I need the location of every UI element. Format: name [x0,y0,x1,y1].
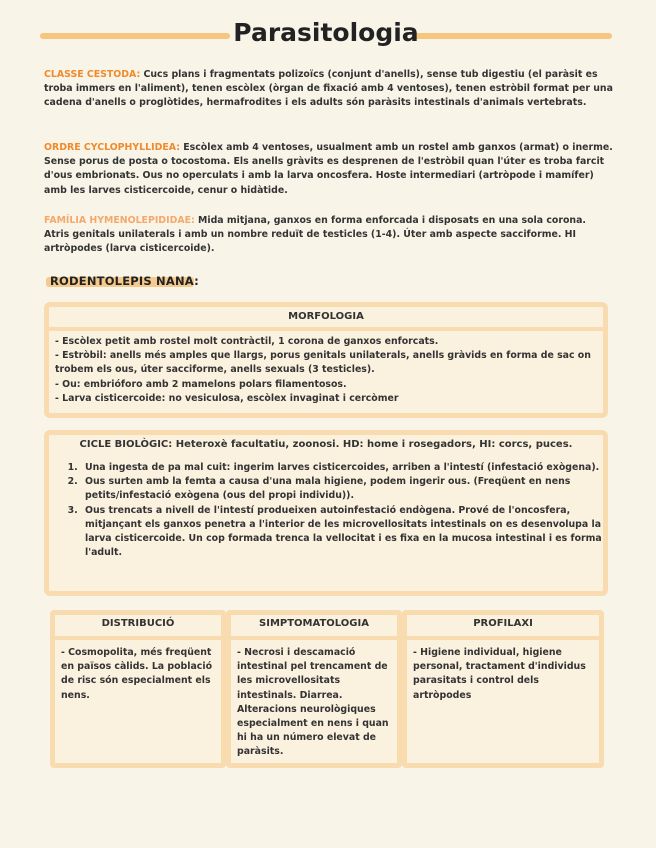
morfologia-item: - Escòlex petit amb rostel molt contràctil, 1 corona de ganxos enforcats. [55,336,439,347]
page-title: Parasitologia [233,18,419,47]
morfologia-box [44,302,608,418]
simptomatologia-text: - Necrosi i descamació intestinal pel trencament de les microvellositats intestinals. Diarrea. Alteracions neurològiques especialment en nens i quan hi ha un número elevat de paràsits. [237,647,389,758]
text-ordre: Escòlex amb 4 ventoses, usualment amb un rostel amb ganxos (armat) o inerme. Sense porus de posta o tocostoma. Els anells gràvits es desprenen de l'estròbil quan l'úter es troba farcit d'ous embrionats. Ous no operculats i amb la larva oncosfera. Hoste intermediari (artròpode i mamífer) amb les larves cisticercoide, cenur o hidàtide. [44,142,613,196]
profilaxi-text: - Higiene individual, higiene personal, tractament d'individus parasitats i control dels artròpodes [413,647,586,701]
species-heading [44,272,205,296]
morfologia-list [49,331,603,406]
cicle-item: 1. Una ingesta de pa mal cuit: ingerim larves cisticercoides, arriben a l'intestí (infestació exògena). [81,461,603,475]
species-heading-text: RODENTOLEPIS NANA: [50,274,199,288]
simptomatologia-title: SIMPTOMATOLOGIA [231,615,397,640]
title-row [40,18,612,54]
simptomatologia-box [226,610,402,768]
profilaxi-box [402,610,604,768]
cicle-list [49,461,603,560]
cicle-title: CICLE BIOLÒGIC: Heteroxè facultatiu, zoonosi. HD: home i rosegadors, HI: corcs, puces. [79,439,573,450]
label-familia: FAMÍLIA HYMENOLEPIDIDAE: [44,215,195,226]
distribucio-box [50,610,226,768]
distribucio-text: - Cosmopolita, més freqüent en països càlids. La població de risc són especialment els nens. [61,647,213,701]
morfologia-item: - Estròbil: anells més amples que llargs, porus genitals unilaterals, anells gràvids en forma de sac on trobem els ous, úter sacciforme, anells sexuals (3 testicles). [55,350,591,376]
profilaxi-title: PROFILAXI [407,615,599,640]
paragraph-familia [44,214,614,257]
cicle-item: 2. Ous surten amb la femta a causa d'una mala higiene, podem ingerir ous. (Freqüent en nens petits/infestació exògena (ous del propi individu)). [81,475,603,503]
paragraph-classe [44,68,614,111]
cicle-item: 3. Ous trencats a nivell de l'intestí produeixen autoinfestació endògena. Prové de l'oncosfera, mitjançant els ganxos penetra a l'interior de les microvellositats intestinals on es desenvolupa la larva cisticercoide. Un cop formada trenca la vellocitat i es fixa en la mucosa intestinal i es forma l'adult. [81,504,603,561]
distribucio-title: DISTRIBUCIÓ [55,615,221,640]
label-ordre: ORDRE CYCLOPHYLLIDEA: [44,142,180,153]
morfologia-title: MORFOLOGIA [49,307,603,331]
paragraph-ordre [44,141,614,198]
text-familia: Mida mitjana, ganxos en forma enforcada i disposats en una sola corona. Atris genitals unilaterals i amb un nombre reduït de testicles (1-4). Úter amb aspecte sacciforme. HI artròpodes (larva cisticercoide). [44,215,586,255]
morfologia-item: - Ou: embrióforo amb 2 mamelons polars filamentosos. [55,378,347,390]
morfologia-item: - Larva cisticercoide: no vesiculosa, escòlex invaginat i cercòmer [55,392,399,404]
info-columns [50,610,602,762]
label-classe: CLASSE CESTODA: [44,69,141,80]
text-classe: Cucs plans i fragmentats polizoïcs (conjunt d'anells), sense tub digestiu (el paràsit es troba immers en l'aliment), tenen escòlex (òrgan de fixació amb 4 ventoses), tenen estròbil format per una cadena d'anells o proglòtides, hermafrodites i els adults són paràsits intestinals d'animals vertebrats. [44,69,613,109]
cicle-box [44,430,608,596]
